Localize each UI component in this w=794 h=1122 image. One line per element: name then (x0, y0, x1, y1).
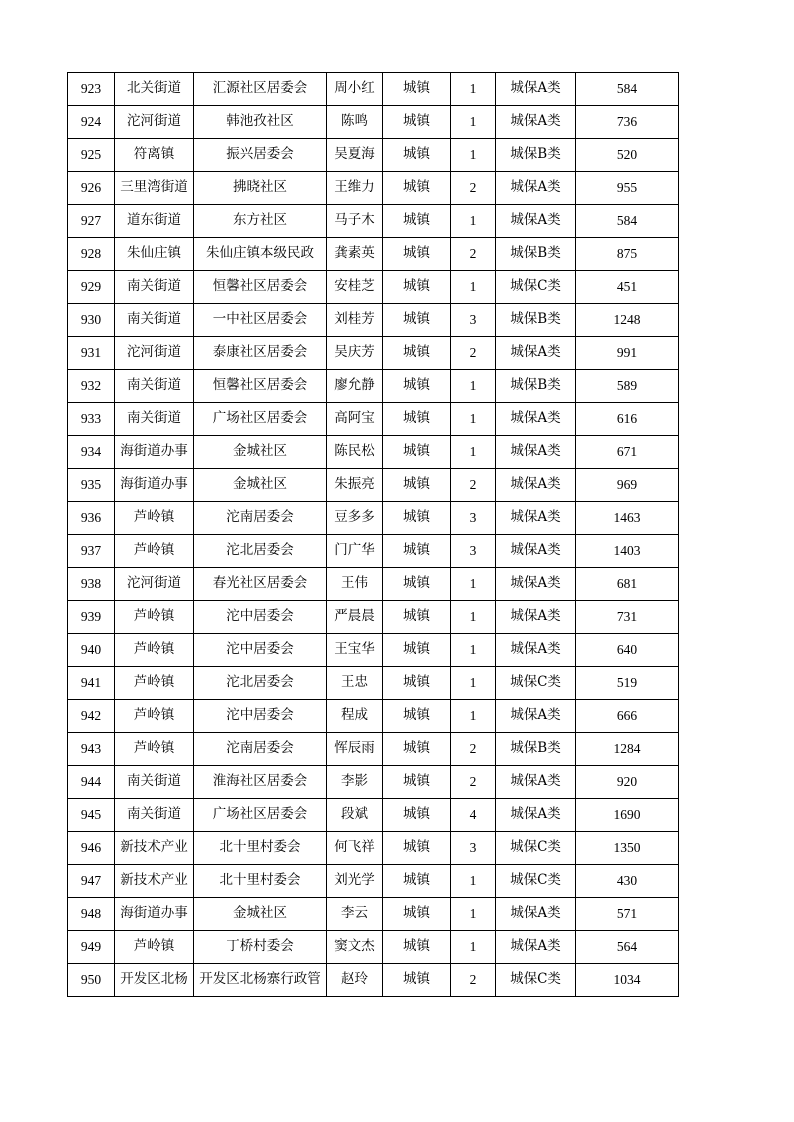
name-cell: 高阿宝 (327, 403, 383, 436)
household-count-cell: 1 (451, 568, 496, 601)
community-cell: 淮海社区居委会 (194, 766, 327, 799)
area-type-cell: 城镇 (383, 601, 451, 634)
amount-cell: 731 (576, 601, 679, 634)
street-cell: 芦岭镇 (115, 733, 194, 766)
amount-cell: 1248 (576, 304, 679, 337)
amount-cell: 584 (576, 73, 679, 106)
category-cell: 城保A类 (496, 634, 576, 667)
street-cell: 沱河街道 (115, 568, 194, 601)
street-cell: 南关街道 (115, 304, 194, 337)
household-count-cell: 1 (451, 106, 496, 139)
category-cell: 城保C类 (496, 667, 576, 700)
community-cell: 恒馨社区居委会 (194, 370, 327, 403)
community-cell: 韩池孜社区 (194, 106, 327, 139)
table-row (68, 337, 679, 370)
row-number-cell: 929 (68, 271, 115, 304)
category-cell: 城保A类 (496, 601, 576, 634)
street-cell: 芦岭镇 (115, 931, 194, 964)
amount-cell: 640 (576, 634, 679, 667)
area-type-cell: 城镇 (383, 469, 451, 502)
table-row (68, 634, 679, 667)
street-cell: 符离镇 (115, 139, 194, 172)
row-number-cell: 941 (68, 667, 115, 700)
community-cell: 汇源社区居委会 (194, 73, 327, 106)
name-cell: 陈民松 (327, 436, 383, 469)
community-cell: 北十里村委会 (194, 865, 327, 898)
category-cell: 城保C类 (496, 271, 576, 304)
name-cell: 段斌 (327, 799, 383, 832)
community-cell: 广场社区居委会 (194, 403, 327, 436)
name-cell: 吴夏海 (327, 139, 383, 172)
category-cell: 城保A类 (496, 931, 576, 964)
name-cell: 恽辰雨 (327, 733, 383, 766)
table-row (68, 205, 679, 238)
table-row (68, 931, 679, 964)
table-row (68, 469, 679, 502)
area-type-cell: 城镇 (383, 667, 451, 700)
area-type-cell: 城镇 (383, 403, 451, 436)
name-cell: 李影 (327, 766, 383, 799)
row-number-cell: 947 (68, 865, 115, 898)
category-cell: 城保A类 (496, 337, 576, 370)
row-number-cell: 945 (68, 799, 115, 832)
street-cell: 沱河街道 (115, 337, 194, 370)
amount-cell: 1463 (576, 502, 679, 535)
name-cell: 龚素英 (327, 238, 383, 271)
area-type-cell: 城镇 (383, 733, 451, 766)
table-row (68, 436, 679, 469)
table-row (68, 370, 679, 403)
street-cell: 南关街道 (115, 271, 194, 304)
amount-cell: 920 (576, 766, 679, 799)
household-count-cell: 1 (451, 667, 496, 700)
community-cell: 一中社区居委会 (194, 304, 327, 337)
table-row (68, 502, 679, 535)
category-cell: 城保A类 (496, 799, 576, 832)
name-cell: 刘桂芳 (327, 304, 383, 337)
community-cell: 恒馨社区居委会 (194, 271, 327, 304)
category-cell: 城保C类 (496, 964, 576, 997)
category-cell: 城保A类 (496, 700, 576, 733)
category-cell: 城保B类 (496, 733, 576, 766)
street-cell: 南关街道 (115, 370, 194, 403)
street-cell: 新技术产业 (115, 832, 194, 865)
amount-cell: 969 (576, 469, 679, 502)
community-cell: 开发区北杨寨行政管 (194, 964, 327, 997)
category-cell: 城保A类 (496, 172, 576, 205)
area-type-cell: 城镇 (383, 205, 451, 238)
community-cell: 沱中居委会 (194, 601, 327, 634)
row-number-cell: 939 (68, 601, 115, 634)
row-number-cell: 949 (68, 931, 115, 964)
row-number-cell: 930 (68, 304, 115, 337)
row-number-cell: 942 (68, 700, 115, 733)
name-cell: 王维力 (327, 172, 383, 205)
table-row (68, 766, 679, 799)
category-cell: 城保B类 (496, 370, 576, 403)
community-cell: 春光社区居委会 (194, 568, 327, 601)
category-cell: 城保B类 (496, 238, 576, 271)
amount-cell: 1034 (576, 964, 679, 997)
category-cell: 城保B类 (496, 304, 576, 337)
street-cell: 南关街道 (115, 766, 194, 799)
area-type-cell: 城镇 (383, 271, 451, 304)
area-type-cell: 城镇 (383, 931, 451, 964)
amount-cell: 991 (576, 337, 679, 370)
area-type-cell: 城镇 (383, 106, 451, 139)
table-row (68, 799, 679, 832)
household-count-cell: 2 (451, 337, 496, 370)
community-cell: 金城社区 (194, 436, 327, 469)
name-cell: 刘光学 (327, 865, 383, 898)
row-number-cell: 943 (68, 733, 115, 766)
row-number-cell: 936 (68, 502, 115, 535)
name-cell: 朱振亮 (327, 469, 383, 502)
name-cell: 门广华 (327, 535, 383, 568)
street-cell: 芦岭镇 (115, 634, 194, 667)
street-cell: 朱仙庄镇 (115, 238, 194, 271)
household-count-cell: 3 (451, 502, 496, 535)
category-cell: 城保A类 (496, 73, 576, 106)
street-cell: 海街道办事 (115, 436, 194, 469)
household-count-cell: 3 (451, 535, 496, 568)
community-cell: 金城社区 (194, 898, 327, 931)
table-row (68, 139, 679, 172)
category-cell: 城保C类 (496, 865, 576, 898)
name-cell: 安桂芝 (327, 271, 383, 304)
row-number-cell: 923 (68, 73, 115, 106)
category-cell: 城保A类 (496, 766, 576, 799)
street-cell: 新技术产业 (115, 865, 194, 898)
table-row (68, 304, 679, 337)
name-cell: 赵玲 (327, 964, 383, 997)
area-type-cell: 城镇 (383, 832, 451, 865)
table-row (68, 535, 679, 568)
household-count-cell: 1 (451, 139, 496, 172)
row-number-cell: 928 (68, 238, 115, 271)
amount-cell: 1350 (576, 832, 679, 865)
household-count-cell: 1 (451, 865, 496, 898)
table-row (68, 733, 679, 766)
area-type-cell: 城镇 (383, 700, 451, 733)
household-count-cell: 1 (451, 436, 496, 469)
community-cell: 朱仙庄镇本级民政 (194, 238, 327, 271)
category-cell: 城保A类 (496, 469, 576, 502)
amount-cell: 571 (576, 898, 679, 931)
name-cell: 周小红 (327, 73, 383, 106)
amount-cell: 1284 (576, 733, 679, 766)
community-cell: 拂晓社区 (194, 172, 327, 205)
table-row (68, 172, 679, 205)
category-cell: 城保A类 (496, 403, 576, 436)
household-count-cell: 2 (451, 733, 496, 766)
name-cell: 李云 (327, 898, 383, 931)
amount-cell: 584 (576, 205, 679, 238)
community-cell: 泰康社区居委会 (194, 337, 327, 370)
category-cell: 城保A类 (496, 436, 576, 469)
table-row (68, 898, 679, 931)
amount-cell: 666 (576, 700, 679, 733)
table-row (68, 238, 679, 271)
row-number-cell: 925 (68, 139, 115, 172)
amount-cell: 451 (576, 271, 679, 304)
area-type-cell: 城镇 (383, 502, 451, 535)
amount-cell: 430 (576, 865, 679, 898)
street-cell: 开发区北杨 (115, 964, 194, 997)
amount-cell: 519 (576, 667, 679, 700)
category-cell: 城保A类 (496, 502, 576, 535)
community-cell: 沱南居委会 (194, 502, 327, 535)
area-type-cell: 城镇 (383, 799, 451, 832)
table-row (68, 865, 679, 898)
area-type-cell: 城镇 (383, 370, 451, 403)
street-cell: 海街道办事 (115, 469, 194, 502)
area-type-cell: 城镇 (383, 766, 451, 799)
category-cell: 城保A类 (496, 106, 576, 139)
area-type-cell: 城镇 (383, 436, 451, 469)
household-count-cell: 2 (451, 766, 496, 799)
row-number-cell: 940 (68, 634, 115, 667)
name-cell: 王忠 (327, 667, 383, 700)
amount-cell: 589 (576, 370, 679, 403)
amount-cell: 520 (576, 139, 679, 172)
household-count-cell: 1 (451, 634, 496, 667)
household-count-cell: 1 (451, 931, 496, 964)
household-count-cell: 3 (451, 304, 496, 337)
name-cell: 程成 (327, 700, 383, 733)
street-cell: 道东街道 (115, 205, 194, 238)
name-cell: 吴庆芳 (327, 337, 383, 370)
community-cell: 沱南居委会 (194, 733, 327, 766)
name-cell: 豆多多 (327, 502, 383, 535)
household-count-cell: 2 (451, 964, 496, 997)
amount-cell: 875 (576, 238, 679, 271)
street-cell: 芦岭镇 (115, 535, 194, 568)
area-type-cell: 城镇 (383, 172, 451, 205)
area-type-cell: 城镇 (383, 304, 451, 337)
area-type-cell: 城镇 (383, 964, 451, 997)
name-cell: 窦文杰 (327, 931, 383, 964)
community-cell: 东方社区 (194, 205, 327, 238)
name-cell: 严晨晨 (327, 601, 383, 634)
area-type-cell: 城镇 (383, 139, 451, 172)
name-cell: 王宝华 (327, 634, 383, 667)
name-cell: 何飞祥 (327, 832, 383, 865)
row-number-cell: 937 (68, 535, 115, 568)
street-cell: 芦岭镇 (115, 700, 194, 733)
community-cell: 丁桥村委会 (194, 931, 327, 964)
amount-cell: 681 (576, 568, 679, 601)
community-cell: 沱北居委会 (194, 535, 327, 568)
category-cell: 城保C类 (496, 832, 576, 865)
area-type-cell: 城镇 (383, 337, 451, 370)
street-cell: 南关街道 (115, 799, 194, 832)
area-type-cell: 城镇 (383, 568, 451, 601)
table-row (68, 700, 679, 733)
household-count-cell: 1 (451, 73, 496, 106)
household-count-cell: 2 (451, 469, 496, 502)
table-row (68, 568, 679, 601)
community-cell: 沱北居委会 (194, 667, 327, 700)
household-count-cell: 2 (451, 172, 496, 205)
category-cell: 城保A类 (496, 535, 576, 568)
amount-cell: 564 (576, 931, 679, 964)
household-count-cell: 1 (451, 370, 496, 403)
row-number-cell: 934 (68, 436, 115, 469)
street-cell: 海街道办事 (115, 898, 194, 931)
community-cell: 沱中居委会 (194, 634, 327, 667)
amount-cell: 1403 (576, 535, 679, 568)
household-count-cell: 1 (451, 271, 496, 304)
area-type-cell: 城镇 (383, 898, 451, 931)
table-row (68, 403, 679, 436)
row-number-cell: 927 (68, 205, 115, 238)
street-cell: 北关街道 (115, 73, 194, 106)
table-row (68, 271, 679, 304)
name-cell: 王伟 (327, 568, 383, 601)
street-cell: 芦岭镇 (115, 667, 194, 700)
table-row (68, 832, 679, 865)
area-type-cell: 城镇 (383, 535, 451, 568)
name-cell: 陈鸣 (327, 106, 383, 139)
street-cell: 芦岭镇 (115, 601, 194, 634)
amount-cell: 671 (576, 436, 679, 469)
row-number-cell: 948 (68, 898, 115, 931)
household-count-cell: 4 (451, 799, 496, 832)
category-cell: 城保A类 (496, 898, 576, 931)
street-cell: 沱河街道 (115, 106, 194, 139)
name-cell: 马子木 (327, 205, 383, 238)
row-number-cell: 935 (68, 469, 115, 502)
name-cell: 廖允静 (327, 370, 383, 403)
table-row (68, 964, 679, 997)
amount-cell: 616 (576, 403, 679, 436)
table-row (68, 601, 679, 634)
category-cell: 城保A类 (496, 568, 576, 601)
row-number-cell: 938 (68, 568, 115, 601)
community-cell: 振兴居委会 (194, 139, 327, 172)
row-number-cell: 924 (68, 106, 115, 139)
household-count-cell: 1 (451, 403, 496, 436)
street-cell: 南关街道 (115, 403, 194, 436)
household-count-cell: 1 (451, 601, 496, 634)
row-number-cell: 933 (68, 403, 115, 436)
household-count-cell: 2 (451, 238, 496, 271)
household-count-cell: 3 (451, 832, 496, 865)
household-count-cell: 1 (451, 898, 496, 931)
household-count-cell: 1 (451, 205, 496, 238)
community-cell: 金城社区 (194, 469, 327, 502)
category-cell: 城保B类 (496, 139, 576, 172)
table-row (68, 667, 679, 700)
amount-cell: 1690 (576, 799, 679, 832)
row-number-cell: 932 (68, 370, 115, 403)
amount-cell: 955 (576, 172, 679, 205)
category-cell: 城保A类 (496, 205, 576, 238)
table-row (68, 73, 679, 106)
row-number-cell: 931 (68, 337, 115, 370)
row-number-cell: 946 (68, 832, 115, 865)
household-count-cell: 1 (451, 700, 496, 733)
street-cell: 芦岭镇 (115, 502, 194, 535)
area-type-cell: 城镇 (383, 73, 451, 106)
area-type-cell: 城镇 (383, 238, 451, 271)
street-cell: 三里湾街道 (115, 172, 194, 205)
table-body (68, 73, 679, 997)
row-number-cell: 950 (68, 964, 115, 997)
community-cell: 北十里村委会 (194, 832, 327, 865)
area-type-cell: 城镇 (383, 865, 451, 898)
amount-cell: 736 (576, 106, 679, 139)
community-cell: 沱中居委会 (194, 700, 327, 733)
row-number-cell: 926 (68, 172, 115, 205)
table-row (68, 106, 679, 139)
row-number-cell: 944 (68, 766, 115, 799)
area-type-cell: 城镇 (383, 634, 451, 667)
community-cell: 广场社区居委会 (194, 799, 327, 832)
records-table (67, 72, 679, 997)
